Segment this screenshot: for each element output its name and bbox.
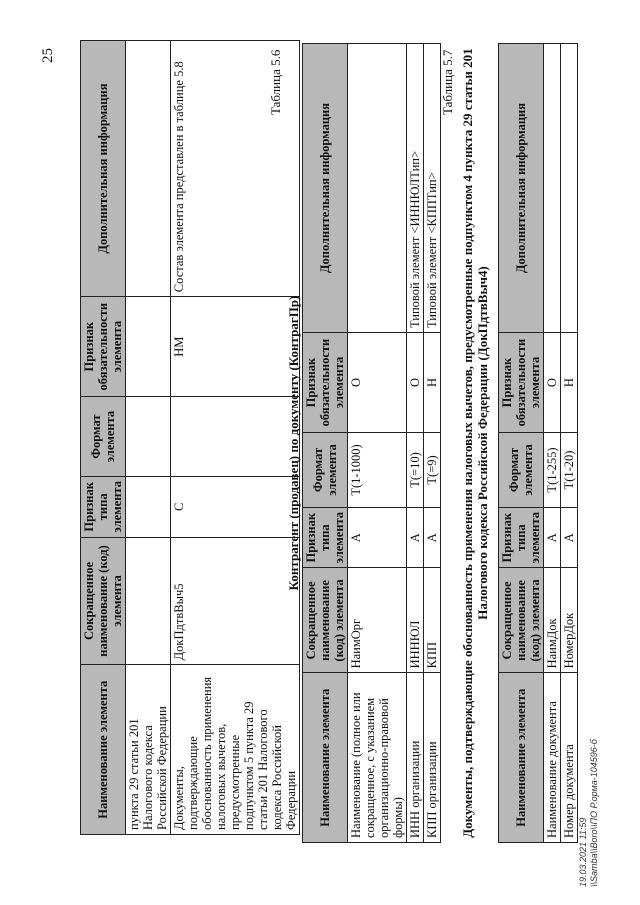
cell: [126, 397, 171, 477]
cell: А: [424, 507, 441, 568]
header-cell: Наименование элемента: [303, 673, 348, 843]
cell: Номер документа: [561, 673, 578, 843]
cell: [126, 297, 171, 397]
table-title: Документы, подтверждающие обоснованность применения налоговых вычетов, предусмотренные подпунктом 4 пункта 29 статьи 201 Налогового кодекса Российской Федерации (ДокПдтвВыч4): [460, 48, 490, 838]
header-cell: Признак обязательности элемента: [81, 297, 126, 397]
cell: О: [407, 333, 424, 433]
cell: Н: [561, 333, 578, 433]
table-row: [407, 44, 424, 843]
header-cell: Сокращенное наименование (код) элемента: [81, 537, 126, 665]
table-caption: Таблица 5.6: [268, 49, 283, 115]
cell: Документы, подтверждающие обоснованность применения налоговых вычетов, предусмотренные подпунктом 5 пункта 29 статьи 201 Налогового кодекса Российской Федерации: [171, 665, 300, 835]
header-cell: Сокращенное наименование (код) элемента: [499, 568, 544, 673]
header-cell: Дополнительная информация: [499, 44, 544, 333]
cell: [348, 44, 407, 333]
cell: Т(1-20): [561, 433, 578, 508]
cell: А: [544, 507, 561, 568]
cell: КПП: [424, 568, 441, 673]
table-header-row: [81, 41, 126, 835]
cell: Наименование документа: [544, 673, 561, 843]
cell: Состав элемента представлен в таблице 5.8: [171, 41, 300, 297]
table-row: [126, 41, 171, 835]
cell: Т(1-255): [544, 433, 561, 508]
cell: пункта 29 статьи 201 Налогового кодекса Российской Федерации: [126, 665, 171, 835]
cell: НаимОрг: [348, 568, 407, 673]
cell: С: [171, 477, 300, 538]
cell: ДокПдтвВыч5: [171, 537, 300, 665]
cell: Наименование (полное или сокращенное, с указанием организационно-правовой формы): [348, 673, 407, 843]
header-cell: Сокращенное наименование (код) элемента: [303, 568, 348, 673]
cell: О: [348, 333, 407, 433]
table-header-row: [303, 44, 348, 843]
header-cell: Дополнительная информация: [303, 44, 348, 333]
cell: Типовой элемент <КППТип>: [424, 44, 441, 333]
cell: [544, 44, 561, 333]
header-cell: Признак типа элемента: [81, 477, 126, 538]
table-row: [424, 44, 441, 843]
cell: Н: [424, 333, 441, 433]
cell: [126, 477, 171, 538]
table-row: [171, 41, 300, 835]
cell: Т(1-1000): [348, 433, 407, 508]
cell: [126, 41, 171, 297]
header-cell: Формат элемента: [303, 433, 348, 508]
table-continuation: [80, 40, 300, 835]
header-cell: Признак типа элемента: [303, 507, 348, 568]
table-row: [561, 44, 578, 843]
table-row: [544, 44, 561, 843]
header-cell: Наименование элемента: [81, 665, 126, 835]
cell: А: [561, 507, 578, 568]
cell: НомерДок: [561, 568, 578, 673]
table-5-6: [302, 43, 441, 843]
cell: ИНН организации: [407, 673, 424, 843]
table-row: [348, 44, 407, 843]
header-cell: Формат элемента: [81, 397, 126, 477]
header-cell: Признак обязательности элемента: [303, 333, 348, 433]
table-header-row: [499, 44, 544, 843]
cell: [171, 397, 300, 477]
cell: ИННЮЛ: [407, 568, 424, 673]
cell: А: [348, 507, 407, 568]
header-cell: Формат элемента: [499, 433, 544, 508]
page-number: 25: [40, 48, 56, 63]
header-cell: Признак типа элемента: [499, 507, 544, 568]
cell: Т(=9): [424, 433, 441, 508]
print-footer: [578, 739, 600, 887]
table-5-7: [498, 43, 578, 843]
table-caption: Таблица 5.7: [440, 49, 455, 115]
cell: Типовой элемент <ИННЮЛТип>: [407, 44, 424, 333]
cell: Т(=10): [407, 433, 424, 508]
cell: НаимДок: [544, 568, 561, 673]
cell: НМ: [171, 297, 300, 397]
cell: [561, 44, 578, 333]
cell: А: [407, 507, 424, 568]
header-cell: Наименование элемента: [499, 673, 544, 843]
header-cell: Дополнительная информация: [81, 41, 126, 297]
header-cell: Признак обязательности элемента: [499, 333, 544, 433]
cell: [126, 537, 171, 665]
footer-timestamp: 19.03.2021 11:59: [578, 817, 588, 887]
cell: КПП организации: [424, 673, 441, 843]
footer-path: \\Samba\\Boro\\ПО Р.орма-104596-б: [589, 739, 599, 887]
table-title: Контрагент (продавец) по документу (КонтрагПр): [286, 295, 301, 591]
cell: О: [544, 333, 561, 433]
